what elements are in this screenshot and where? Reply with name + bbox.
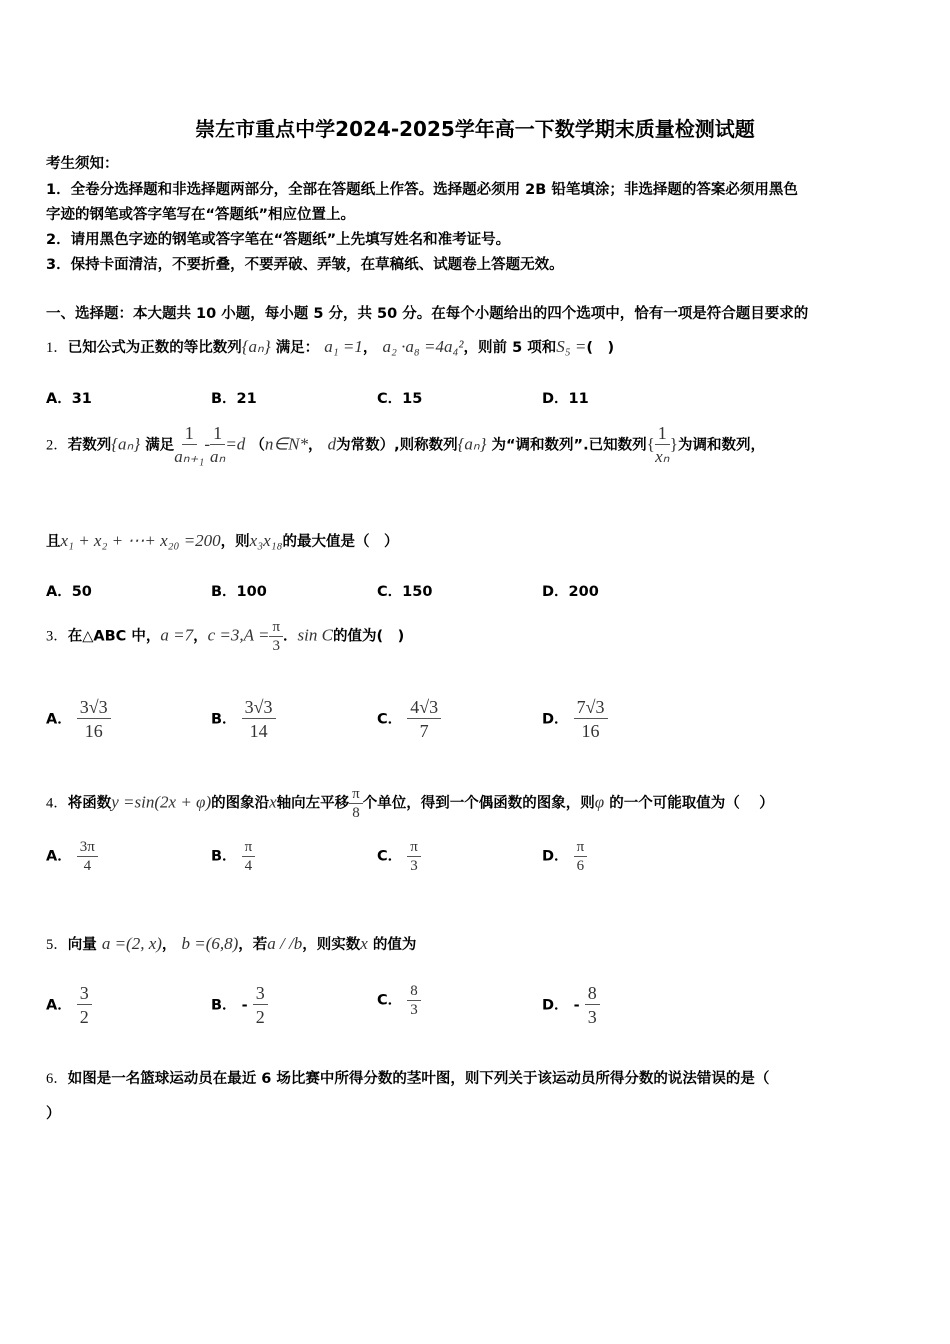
math: x₁ + x₂ + ⋯+ x₂₀ =200 — [60, 531, 221, 550]
option-label: D． — [542, 711, 569, 728]
math: {aₙ} — [241, 337, 271, 356]
option-a[interactable] — [46, 838, 98, 875]
option-c[interactable]: C．15 — [377, 391, 423, 407]
notice-heading: 考生须知： — [46, 156, 119, 172]
page-title: 崇左市重点中学2024-2025学年高一下数学期末质量检测试题 — [195, 117, 755, 141]
fraction — [77, 982, 92, 1029]
fraction — [585, 982, 600, 1029]
math: {aₙ} — [457, 434, 487, 454]
denominator: aₙ₊₁ — [174, 447, 205, 466]
q-text: ，则前 5 项和 — [463, 340, 557, 356]
notice-item: 3．保持卡面清洁，不要折叠，不要弄破、弄皱，在草稿纸、试题卷上答题无效。 — [46, 257, 564, 273]
fraction — [407, 982, 421, 1019]
option-label: C． — [377, 711, 403, 728]
math: A = — [243, 625, 270, 645]
denominator: 16 — [581, 721, 600, 741]
numerator: 3√3 — [242, 696, 276, 719]
math: x — [360, 934, 368, 953]
option-label: C． — [377, 848, 403, 865]
math: a / /b — [267, 934, 303, 953]
q-text: 为“调和数列”.已知数列 — [491, 437, 647, 454]
denominator: 3 — [410, 1002, 418, 1018]
numerator: 8 — [407, 982, 421, 1001]
numerator: 4√3 — [407, 696, 441, 719]
q-text: （ — [250, 437, 265, 454]
denominator: 3 — [587, 1007, 597, 1027]
numerator: 7√3 — [574, 696, 608, 719]
option-b[interactable] — [211, 838, 255, 875]
numerator: 8 — [585, 982, 600, 1005]
option-d[interactable]: D．200 — [542, 584, 599, 600]
denominator: 16 — [84, 721, 103, 741]
numerator: π — [407, 838, 421, 857]
numerator: 3√3 — [77, 696, 111, 719]
notice-item: 2．请用黑色字迹的钢笔或答字笔在“答题纸”上先填写姓名和准考证号。 — [46, 232, 511, 248]
notice-item: 1．全卷分选择题和非选择题两部分，全部在答题纸上作答。选择题必须用 2B 铅笔填涂；非选择题的答案必须用黑色 — [46, 182, 798, 198]
option-b[interactable] — [211, 696, 276, 743]
option-c[interactable]: C．150 — [377, 584, 433, 600]
q-text: 向量 — [67, 937, 97, 953]
q-text: ， — [193, 628, 208, 645]
option-b[interactable] — [211, 982, 268, 1029]
option-label: C． — [377, 992, 403, 1009]
question-number: 6． — [46, 1071, 68, 1087]
fraction — [407, 838, 421, 875]
q-text: 满足 — [145, 437, 175, 454]
denominator: 3 — [272, 638, 280, 654]
q-text: 的值为( ) — [332, 628, 405, 645]
notice-item: 字迹的钢笔或答字笔写在“答题纸”相应位置上。 — [46, 207, 356, 223]
fraction — [349, 785, 363, 822]
math: a =7 — [160, 625, 194, 645]
math: a₂ ·a₈ =4a₄² — [382, 337, 464, 356]
numerator: 3 — [77, 982, 92, 1005]
math: n∈N* — [264, 434, 309, 454]
math: - — [204, 434, 211, 454]
option-a[interactable] — [46, 982, 92, 1029]
math: c =3, — [207, 625, 244, 645]
q-text: 若数列 — [67, 437, 112, 454]
option-label: B． — [211, 997, 237, 1014]
math: x — [269, 792, 277, 812]
option-b[interactable]: B．100 — [211, 584, 267, 600]
option-c[interactable] — [377, 982, 421, 1019]
sign: - — [241, 997, 248, 1014]
math: sin C — [297, 625, 333, 645]
q-text: 的一个可能取值为（ ） — [609, 795, 774, 812]
fraction — [242, 838, 256, 875]
numerator: 1 — [210, 422, 225, 445]
option-a[interactable]: A．31 — [46, 391, 92, 407]
option-d[interactable] — [542, 982, 600, 1029]
option-a[interactable]: A．50 — [46, 584, 92, 600]
q-text: ，则实数 — [302, 937, 361, 953]
numerator: 1 — [655, 422, 670, 445]
q-text: 将函数 — [67, 795, 112, 812]
math: d — [327, 434, 337, 454]
question-number: 5． — [46, 937, 68, 953]
option-b[interactable]: B．21 — [211, 391, 257, 407]
q-text: 的最大值是（ ） — [282, 534, 399, 550]
fraction — [77, 838, 98, 875]
math: =d — [225, 434, 246, 454]
question-2: 2．若数列{aₙ} 满足 $\frac{1}{\text{aₙ₊₁}}$ - $\frac{1}{\text{aₙ}}$ =d （n∈N*， d为常数）,则称数列{aₙ} 为“调和数列”.已知数列{ $\frac{1}{\text{xₙ}}$ }为调和数列， — [46, 422, 765, 469]
fraction — [655, 422, 670, 469]
denominator: 7 — [419, 721, 429, 741]
fraction — [242, 696, 276, 743]
q-text: 的值为 — [372, 937, 417, 953]
fraction — [269, 618, 283, 655]
question-6 — [46, 1067, 769, 1088]
q-text: 如图是一名篮球运动员在最近 6 场比赛中所得分数的茎叶图，则下列关于该运动员所得分数的说法错误的是（ — [67, 1071, 770, 1087]
option-label: A． — [46, 711, 72, 728]
option-label: A． — [46, 997, 72, 1014]
denominator: 3 — [410, 858, 418, 874]
question-3 — [46, 618, 404, 655]
question-6-line-2: ） — [46, 1106, 61, 1122]
numerator: 1 — [182, 422, 197, 445]
numerator: π — [242, 838, 256, 857]
option-c[interactable] — [377, 838, 421, 875]
numerator: π — [349, 785, 363, 804]
q-text: ． — [283, 628, 298, 645]
question-2-line-2 — [46, 530, 399, 551]
math: S₅ = — [556, 337, 587, 356]
option-label: D． — [542, 997, 569, 1014]
q-text: 满足： — [275, 340, 320, 356]
q-text: ，若 — [238, 937, 268, 953]
q-text: 且 — [46, 534, 61, 550]
q-text: 个单位，得到一个偶函数的图象，则 — [362, 795, 595, 812]
fraction — [210, 422, 225, 469]
question-1 — [46, 336, 614, 357]
denominator: 4 — [244, 858, 253, 874]
section-heading: 一、选择题：本大题共 10 小题，每小题 5 分，共 50 分。在每个小题给出的四个选项中，恰有一项是符合题目要求的 — [46, 306, 809, 322]
denominator: aₙ — [210, 447, 226, 466]
q-text: 为调和数列， — [677, 437, 765, 454]
q-text: ，则 — [220, 534, 250, 550]
fraction — [574, 696, 608, 743]
fraction — [174, 422, 204, 469]
option-label: D． — [542, 848, 569, 865]
q-text: 已知公式为正数的等比数列 — [67, 340, 242, 356]
fraction — [77, 696, 111, 743]
option-label: B． — [211, 848, 237, 865]
option-a[interactable] — [46, 696, 111, 743]
question-number: 1． — [46, 340, 68, 356]
math: x₃x₁₈ — [249, 531, 283, 550]
fraction — [574, 838, 588, 875]
denominator: 14 — [249, 721, 268, 741]
math: {aₙ} — [111, 434, 141, 454]
q-text: ， — [308, 437, 323, 454]
option-d[interactable]: D．11 — [542, 391, 589, 407]
denominator: 8 — [352, 805, 360, 821]
question-number: 3． — [46, 628, 68, 645]
numerator: 3 — [253, 982, 268, 1005]
numerator: 3π — [77, 838, 98, 857]
q-text: 在△ABC 中， — [67, 628, 161, 645]
option-c[interactable] — [377, 696, 441, 743]
q-text: 的图象沿 — [211, 795, 270, 812]
math: y =sin(2x + φ) — [111, 792, 212, 812]
q-text: ， — [161, 937, 177, 953]
fraction — [253, 982, 268, 1029]
question-5 — [46, 933, 416, 954]
denominator: 6 — [576, 858, 585, 874]
option-label: B． — [211, 711, 237, 728]
math: b =(6,8) — [181, 934, 239, 953]
fraction — [407, 696, 441, 743]
denominator: 2 — [79, 1007, 89, 1027]
sign: - — [573, 997, 580, 1014]
question-4 — [46, 785, 774, 822]
denominator: xₙ — [655, 447, 670, 466]
q-text: ( ) — [586, 340, 615, 356]
option-d[interactable] — [542, 696, 608, 743]
math: a =(2, x) — [101, 934, 162, 953]
math: φ — [594, 792, 605, 812]
question-number: 2． — [46, 437, 68, 454]
numerator: π — [574, 838, 588, 857]
option-d[interactable] — [542, 838, 587, 875]
denominator: 2 — [255, 1007, 265, 1027]
question-number: 4． — [46, 795, 68, 812]
q-text: 为常数）,则称数列 — [336, 437, 458, 454]
q-text: ， — [362, 340, 378, 356]
q-text: 轴向左平移 — [276, 795, 350, 812]
option-label: A． — [46, 848, 72, 865]
numerator: π — [269, 618, 283, 637]
denominator: 4 — [83, 858, 92, 874]
math: a₁ =1 — [324, 337, 363, 356]
